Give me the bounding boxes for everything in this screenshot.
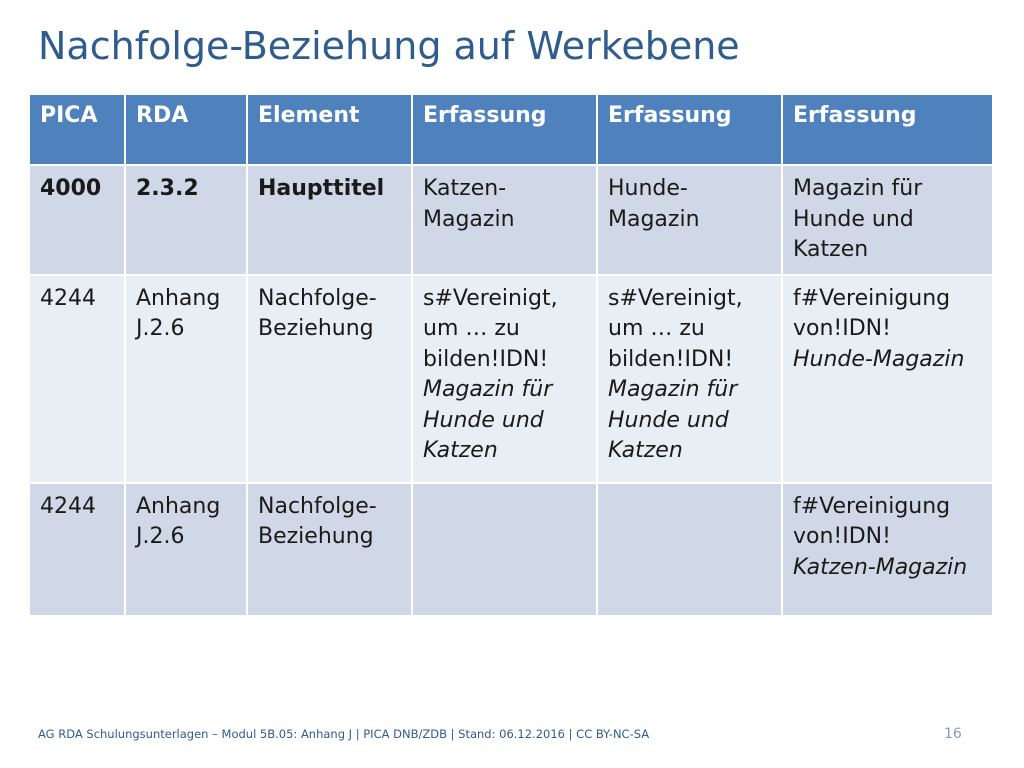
relation-code: f#Vereinigung von!IDN! [793, 493, 951, 549]
related-title: Magazin für Hunde und Katzen [608, 377, 738, 463]
header-erfassung-1: Erfassung [412, 94, 597, 165]
cell-pica: 4244 [29, 483, 125, 616]
cell-erfassung-1: Katzen-Magazin [412, 165, 597, 275]
slide-footer: AG RDA Schulungsunterlagen – Modul 5B.05: Anhang J | PICA DNB/ZDB | Stand: 06.12.2016 | CC BY-NC-SA [38, 727, 650, 741]
header-rda: RDA [125, 94, 247, 165]
cell-erfassung-2 [597, 483, 782, 616]
cell-erfassung-3 [782, 483, 993, 616]
header-erfassung-2: Erfassung [597, 94, 782, 165]
cell-rda: Anhang J.2.6 [125, 483, 247, 616]
cell-erfassung-3 [782, 275, 993, 483]
table-row [29, 275, 993, 483]
related-title: Hunde-Magazin [793, 346, 965, 372]
data-table [28, 93, 994, 617]
cell-element: Haupttitel [247, 165, 412, 275]
cell-erfassung-3: Magazin für Hunde und Katzen [782, 165, 993, 275]
header-pica: PICA [29, 94, 125, 165]
related-title: Katzen-Magazin [793, 554, 968, 580]
cell-pica: 4244 [29, 275, 125, 483]
cell-rda: Anhang J.2.6 [125, 275, 247, 483]
relation-code: f#Vereinigung von!IDN! [793, 285, 951, 341]
page-number: 16 [944, 726, 962, 742]
table-row [29, 483, 993, 616]
cell-erfassung-2 [597, 275, 782, 483]
slide-title: Nachfolge-Beziehung auf Werkebene [38, 24, 740, 68]
table-header-row [29, 94, 993, 165]
header-erfassung-3: Erfassung [782, 94, 993, 165]
cell-erfassung-2: Hunde-Magazin [597, 165, 782, 275]
cell-rda: 2.3.2 [125, 165, 247, 275]
related-title: Magazin für Hunde und Katzen [423, 377, 553, 463]
header-element: Element [247, 94, 412, 165]
relation-code: s#Vereinigt, um … zu bilden!IDN! [423, 285, 558, 372]
table-row [29, 165, 993, 275]
cell-element: Nachfolge-Beziehung [247, 275, 412, 483]
cell-erfassung-1 [412, 483, 597, 616]
cell-pica: 4000 [29, 165, 125, 275]
relation-code: s#Vereinigt, um … zu bilden!IDN! [608, 285, 743, 372]
cell-element: Nachfolge-Beziehung [247, 483, 412, 616]
cell-erfassung-1 [412, 275, 597, 483]
